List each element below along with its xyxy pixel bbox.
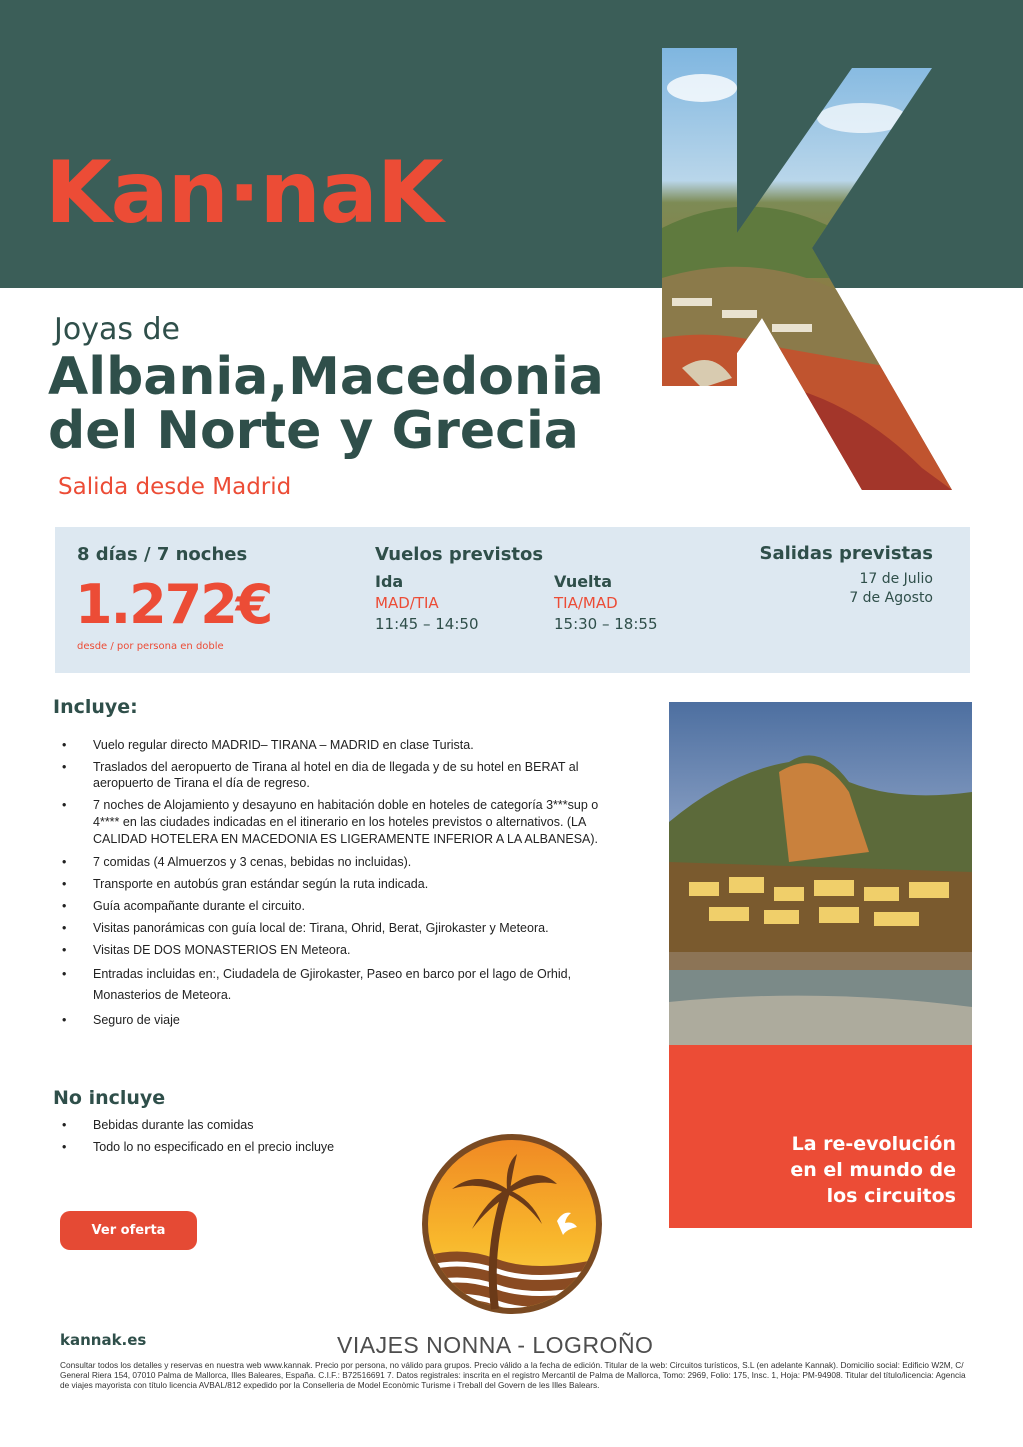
- bullet-icon: •: [62, 1140, 67, 1154]
- includes-list: [58, 737, 603, 1034]
- list-item: [58, 942, 603, 958]
- list-item-text: 7 comidas (4 Almuerzos y 3 cenas, bebidas no incluidas).: [93, 855, 412, 869]
- promo-line: los circuitos: [826, 1185, 956, 1207]
- bullet-icon: •: [62, 921, 67, 935]
- trip-info-box: [55, 527, 970, 673]
- list-item-text: 7 noches de Alojamiento y desayuno en habitación doble en hoteles de categoría 3***sup o 4**** en las ciudades indicadas en el itinerario en los hoteles previstos o alternativos. (LA CALIDAD HOTELERA EN MACEDONIA ES LIGERAMENTE INFERIOR A LA ALBANESA).: [93, 798, 599, 846]
- view-offer-button[interactable]: Ver oferta: [60, 1211, 197, 1250]
- list-item: [58, 898, 603, 914]
- list-item-text: Bebidas durante las comidas: [93, 1118, 254, 1132]
- list-item-text: Seguro de viaje: [93, 1013, 180, 1027]
- excludes-title: No incluye: [53, 1087, 166, 1109]
- departure-date: 7 de Agosto: [849, 590, 933, 606]
- bullet-icon: •: [62, 943, 67, 957]
- list-item-text: Vuelo regular directo MADRID– TIRANA – MADRID en clase Turista.: [93, 738, 474, 752]
- trip-duration: 8 días / 7 noches: [77, 544, 248, 565]
- list-item-text: Visitas DE DOS MONASTERIOS EN Meteora.: [93, 943, 351, 957]
- pre-title: Joyas de: [54, 312, 181, 347]
- list-item: [58, 1012, 603, 1028]
- legal-text: Consultar todos los detalles y reservas en nuestra web www.kannak. Precio por persona, no válido para grupos. Precio válido a la fecha de edición. Titular de la web: Circuitos turísticos, S.L (en adelante Kannak). Domicilio social: Edificio W2M, C/ General Riera 154, 07010 Palma de Mallorca, Illes Baleares, España. C.I.F.: B72516691 7. Datos registrales: inscrita en el registro Mercantil de Palma de Mallorca, Tomo: 2969, Folio: 175, Insc. 1, Hoja: PM-94908. Titular del título/licencia: Agencia de viajes mayorista con título licencia AVBAL/812 expedido por la Conselleria de Model Econòmic Turisme i Treball del Govern de les Illes Balears.: [60, 1360, 966, 1390]
- title-line-1: Albania,Macedonia: [48, 347, 604, 407]
- return-label: Vuelta: [554, 572, 612, 591]
- promo-box: [669, 1045, 972, 1228]
- list-item-text: Guía acompañante durante el circuito.: [93, 899, 305, 913]
- bullet-icon: •: [62, 738, 67, 752]
- promo-line: La re-evolución: [791, 1133, 956, 1155]
- bullet-icon: •: [62, 855, 67, 869]
- k-letter-landscape-image: [662, 48, 952, 490]
- list-item-text: Visitas panorámicas con guía local de: Tirana, Ohrid, Berat, Gjirokaster y Meteora.: [93, 921, 549, 935]
- berat-town-photo: [669, 702, 972, 1045]
- list-item: [58, 854, 603, 870]
- outbound-time: 11:45 – 14:50: [375, 615, 479, 633]
- list-item: [58, 797, 603, 848]
- departure-city: Salida desde Madrid: [58, 474, 292, 500]
- brand-logo: Kan·naK: [45, 143, 443, 243]
- bullet-icon: •: [62, 899, 67, 913]
- trip-price: 1.272€: [75, 573, 272, 636]
- website-link[interactable]: kannak.es: [60, 1331, 147, 1349]
- outbound-label: Ida: [375, 572, 404, 591]
- outbound-route: MAD/TIA: [375, 594, 439, 612]
- list-item-text: Traslados del aeropuerto de Tirana al hotel en dia de llegada y de su hotel en BERAT al aeropuerto de Tirana el día de regreso.: [93, 760, 579, 790]
- bullet-icon: •: [62, 760, 67, 774]
- promo-text: [696, 1131, 956, 1209]
- list-item: [58, 964, 603, 1006]
- bullet-icon: •: [62, 967, 67, 981]
- departure-date: 17 de Julio: [859, 571, 933, 587]
- bullet-icon: •: [62, 1013, 67, 1027]
- page-title: [48, 347, 658, 461]
- list-item-text: Todo lo no especificado en el precio incluye: [93, 1140, 335, 1154]
- list-item: [58, 920, 603, 936]
- bullet-icon: •: [62, 1118, 67, 1132]
- list-item: [58, 876, 603, 892]
- return-time: 15:30 – 18:55: [554, 615, 658, 633]
- includes-title: Incluye:: [53, 696, 138, 718]
- agency-name: VIAJES NONNA - LOGROÑO: [337, 1332, 654, 1358]
- title-line-2: del Norte y Grecia: [48, 401, 579, 461]
- bullet-icon: •: [62, 798, 67, 812]
- price-note: desde / por persona en doble: [77, 641, 224, 652]
- list-item-text: Entradas incluidas en:, Ciudadela de Gjirokaster, Paseo en barco por el lago de Orhid, Monasterios de Meteora.: [93, 967, 572, 1002]
- list-item-text: Transporte en autobús gran estándar según la ruta indicada.: [93, 877, 429, 891]
- return-route: TIA/MAD: [554, 594, 618, 612]
- departures-title: Salidas previstas: [759, 543, 933, 564]
- list-item: [58, 737, 603, 753]
- promo-line: en el mundo de: [790, 1159, 956, 1181]
- flights-title: Vuelos previstos: [375, 544, 544, 565]
- bullet-icon: •: [62, 877, 67, 891]
- list-item: [58, 759, 603, 791]
- agency-palm-logo: [417, 1129, 607, 1319]
